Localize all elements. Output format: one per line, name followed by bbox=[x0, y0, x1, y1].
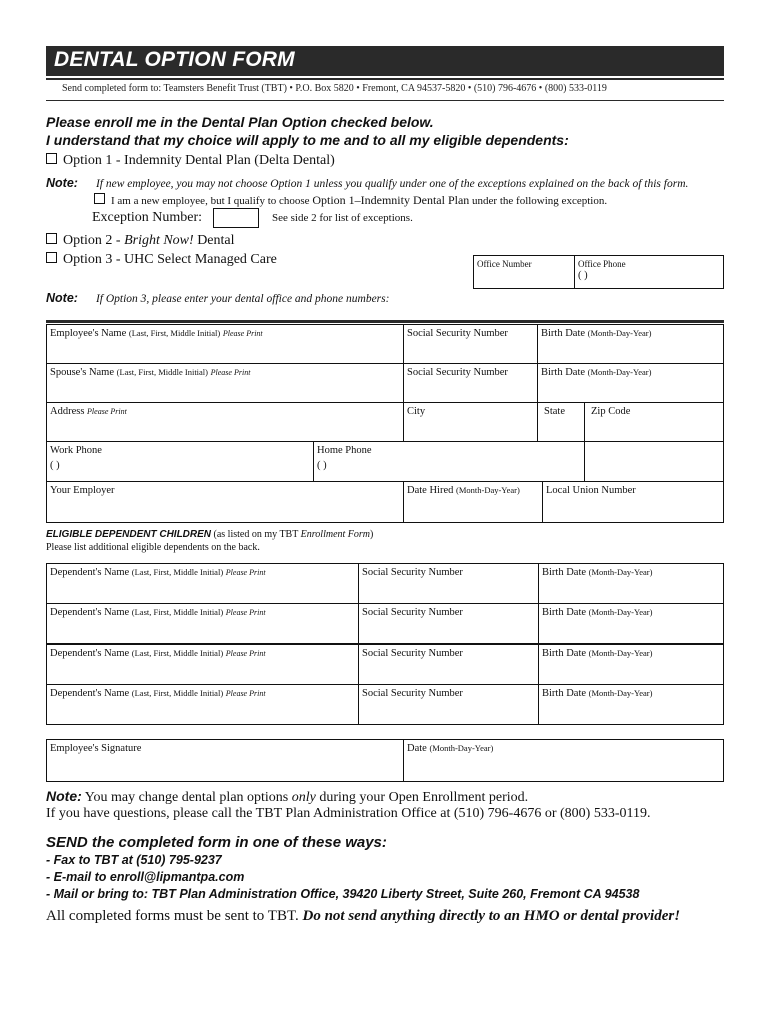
dependent-name-sub: (Last, First, Middle Initial) bbox=[131, 688, 224, 698]
dependents-header-italic: Enrollment Form bbox=[300, 529, 371, 540]
dependents-header-rest-b: ) bbox=[370, 529, 374, 540]
signature-field[interactable] bbox=[46, 739, 404, 782]
signature-date-field[interactable] bbox=[403, 739, 724, 782]
option-1-row[interactable] bbox=[46, 153, 335, 169]
birth-date-text: Birth Date bbox=[541, 367, 586, 378]
option-1-checkbox[interactable] bbox=[46, 153, 57, 164]
option-2-italic: Bright Now! bbox=[124, 233, 194, 248]
date-hired-field[interactable] bbox=[403, 481, 543, 523]
address-label bbox=[50, 406, 127, 417]
please-print: Please Print bbox=[225, 608, 266, 617]
option-2-checkbox[interactable] bbox=[46, 233, 57, 244]
city-field[interactable] bbox=[403, 402, 538, 442]
address-text: Address bbox=[50, 406, 85, 417]
office-number-field[interactable] bbox=[473, 255, 575, 289]
ssn-label: Social Security Number bbox=[407, 328, 508, 339]
dependent-ssn-field[interactable] bbox=[358, 603, 539, 644]
date-hired-text: Date Hired bbox=[407, 485, 454, 496]
option-3-label: Option 3 - UHC Select Managed Care bbox=[63, 252, 277, 267]
dependent-name-field[interactable] bbox=[46, 684, 359, 725]
employee-ssn-field[interactable] bbox=[403, 324, 538, 364]
office-phone-label: Office Phone bbox=[578, 259, 626, 269]
zip-field[interactable] bbox=[584, 402, 724, 442]
exception-row[interactable] bbox=[94, 193, 607, 208]
dependent-name-label bbox=[50, 607, 266, 618]
signature-date-text: Date bbox=[407, 743, 427, 754]
zip-label: Zip Code bbox=[591, 406, 631, 417]
local-union-label: Local Union Number bbox=[546, 485, 636, 496]
employee-name-text: Employee's Name bbox=[50, 328, 127, 339]
dependent-name-text: Dependent's Name bbox=[50, 648, 130, 659]
option-3-row[interactable] bbox=[46, 252, 277, 268]
dependent-name-field[interactable] bbox=[46, 603, 359, 644]
please-print: Please Print bbox=[225, 689, 266, 698]
dependent-name-label bbox=[50, 648, 266, 659]
birth-date-label bbox=[541, 328, 651, 339]
dependent-ssn-field[interactable] bbox=[358, 684, 539, 725]
send-email[interactable]: - E-mail to enroll@lipmantpa.com bbox=[46, 870, 245, 884]
note-questions: If you have questions, please call the TBT Plan Administration Office at (510) 796-4676 or (800) 533-0119. bbox=[46, 806, 651, 821]
option-3-checkbox[interactable] bbox=[46, 252, 57, 263]
signature-date-label bbox=[407, 743, 493, 754]
note-option-3 bbox=[46, 289, 389, 307]
work-phone-label: Work Phone bbox=[50, 445, 102, 456]
section-rule bbox=[46, 320, 724, 323]
exception-text-suffix: under the following exception. bbox=[469, 195, 608, 207]
dependents-header-rest-a: (as listed on my TBT bbox=[211, 529, 301, 540]
local-union-field[interactable] bbox=[542, 481, 724, 523]
exception-text-prefix: I am a new employee, but I qualify to choose bbox=[111, 195, 313, 207]
exception-number-label: Exception Number: bbox=[92, 210, 203, 225]
option-1-label: Option 1 - Indemnity Dental Plan (Delta Dental) bbox=[63, 153, 335, 168]
birth-date-text: Birth Date bbox=[542, 688, 587, 699]
employee-name-sub: (Last, First, Middle Initial) bbox=[128, 328, 221, 338]
note-open-enrollment bbox=[46, 788, 528, 806]
state-field[interactable] bbox=[537, 402, 585, 442]
work-phone-field[interactable] bbox=[46, 441, 314, 482]
date-format: (Month-Day-Year) bbox=[587, 367, 652, 377]
birth-date-text: Birth Date bbox=[542, 607, 587, 618]
dependent-birth-date-field[interactable] bbox=[538, 563, 724, 604]
signature-label: Employee's Signature bbox=[50, 743, 142, 754]
dependent-name-sub: (Last, First, Middle Initial) bbox=[131, 607, 224, 617]
home-phone-label: Home Phone bbox=[317, 445, 372, 456]
office-phone-paren: ( ) bbox=[578, 270, 588, 281]
dependent-birth-date-label bbox=[542, 648, 652, 659]
employee-name-label bbox=[50, 328, 263, 339]
date-format: (Month-Day-Year) bbox=[429, 743, 494, 753]
employer-field[interactable] bbox=[46, 481, 404, 523]
final-italic: Do not send anything directly to an HMO or dental provider! bbox=[302, 908, 681, 924]
address-field[interactable] bbox=[46, 402, 404, 442]
dependent-name-text: Dependent's Name bbox=[50, 567, 130, 578]
final-instruction bbox=[46, 908, 680, 925]
form-title: DENTAL OPTION FORM bbox=[54, 48, 295, 71]
dependent-name-field[interactable] bbox=[46, 563, 359, 604]
dependents-subheader: Please list additional eligible dependents on the back. bbox=[46, 542, 260, 553]
birth-date-text: Birth Date bbox=[541, 328, 586, 339]
dependent-ssn-label: Social Security Number bbox=[362, 688, 463, 699]
employer-label: Your Employer bbox=[50, 485, 115, 496]
office-number-label: Office Number bbox=[477, 259, 532, 269]
please-print: Please Print bbox=[225, 649, 266, 658]
employee-name-field[interactable] bbox=[46, 324, 404, 364]
dependent-name-field[interactable] bbox=[46, 644, 359, 685]
date-format: (Month-Day-Year) bbox=[588, 648, 653, 658]
please-print: Please Print bbox=[225, 568, 266, 577]
date-format: (Month-Day-Year) bbox=[588, 688, 653, 698]
dependent-birth-date-field[interactable] bbox=[538, 684, 724, 725]
final-text: All completed forms must be sent to TBT. bbox=[46, 908, 303, 924]
dependent-birth-date-field[interactable] bbox=[538, 644, 724, 685]
date-format: (Month-Day-Year) bbox=[588, 607, 653, 617]
dependent-birth-date-label bbox=[542, 607, 652, 618]
title-underline bbox=[46, 78, 724, 80]
note3-text-b: during your Open Enrollment period. bbox=[315, 790, 529, 805]
exception-checkbox[interactable] bbox=[94, 193, 105, 204]
send-fax: - Fax to TBT at (510) 795-9237 bbox=[46, 853, 222, 867]
date-hired-label bbox=[407, 485, 520, 496]
note-label: Note: bbox=[46, 176, 78, 190]
note-text: If new employee, you may not choose Option 1 unless you qualify under one of the exceptions explained on the back of this form. bbox=[95, 178, 689, 190]
please-print: Please Print bbox=[87, 407, 127, 416]
spouse-name-field[interactable] bbox=[46, 363, 404, 403]
birth-date-text: Birth Date bbox=[542, 648, 587, 659]
home-phone-paren: ( ) bbox=[317, 460, 327, 471]
spouse-ssn-field[interactable] bbox=[403, 363, 538, 403]
note3-text-a: You may change dental plan options bbox=[81, 790, 292, 805]
note-new-employee bbox=[46, 174, 688, 192]
dependent-name-text: Dependent's Name bbox=[50, 607, 130, 618]
dependent-ssn-label: Social Security Number bbox=[362, 648, 463, 659]
note-label: Note: bbox=[46, 788, 82, 804]
spouse-name-label bbox=[50, 367, 250, 378]
blank-cell bbox=[584, 441, 724, 482]
send-header: SEND the completed form in one of these ways: bbox=[46, 834, 387, 851]
dependent-name-label bbox=[50, 688, 266, 699]
date-format: (Month-Day-Year) bbox=[587, 328, 652, 338]
note-label: Note: bbox=[46, 291, 78, 305]
dependent-ssn-field[interactable] bbox=[358, 644, 539, 685]
dependent-name-label bbox=[50, 567, 266, 578]
city-label: City bbox=[407, 406, 426, 417]
send-underline bbox=[46, 100, 724, 101]
date-format: (Month-Day-Year) bbox=[455, 485, 520, 495]
dependent-name-text: Dependent's Name bbox=[50, 688, 130, 699]
exception-see-side: See side 2 for list of exceptions. bbox=[272, 212, 413, 224]
dependent-ssn-label: Social Security Number bbox=[362, 607, 463, 618]
birth-date-label bbox=[541, 367, 651, 378]
send-to-line: Send completed form to: Teamsters Benefit Trust (TBT) • P.O. Box 5820 • Fremont, CA 94537-5820 • (510) 796-4676 • (800) 533-0119 bbox=[62, 83, 607, 94]
note-text: If Option 3, please enter your dental office and phone numbers: bbox=[95, 293, 390, 305]
ssn-label: Social Security Number bbox=[407, 367, 508, 378]
dependents-header bbox=[46, 529, 373, 540]
state-label: State bbox=[544, 406, 565, 417]
option-2-suffix: Dental bbox=[193, 233, 235, 248]
heading-understand: I understand that my choice will apply to me and to all my eligible dependents: bbox=[46, 132, 569, 148]
send-mail: - Mail or bring to: TBT Plan Administration Office, 39420 Liberty Street, Suite 260, Fremont CA 94538 bbox=[46, 887, 640, 901]
birth-date-text: Birth Date bbox=[542, 567, 587, 578]
dependent-ssn-label: Social Security Number bbox=[362, 567, 463, 578]
employee-birth-date-field[interactable] bbox=[537, 324, 724, 364]
option-2-prefix: Option 2 - bbox=[63, 233, 125, 248]
work-phone-paren: ( ) bbox=[50, 460, 60, 471]
spouse-name-sub: (Last, First, Middle Initial) bbox=[116, 367, 209, 377]
option-2-row[interactable] bbox=[46, 233, 235, 249]
please-print: Please Print bbox=[222, 329, 263, 338]
dependent-birth-date-label bbox=[542, 688, 652, 699]
note3-italic: only bbox=[291, 790, 316, 805]
dependent-name-sub: (Last, First, Middle Initial) bbox=[131, 567, 224, 577]
dependent-ssn-field[interactable] bbox=[358, 563, 539, 604]
home-phone-field[interactable] bbox=[313, 441, 585, 482]
dependent-name-sub: (Last, First, Middle Initial) bbox=[131, 648, 224, 658]
title-bar bbox=[46, 46, 724, 76]
spouse-birth-date-field[interactable] bbox=[537, 363, 724, 403]
office-phone-field[interactable] bbox=[574, 255, 724, 289]
heading-enroll: Please enroll me in the Dental Plan Option checked below. bbox=[46, 114, 434, 130]
dependent-birth-date-field[interactable] bbox=[538, 603, 724, 644]
spouse-name-text: Spouse's Name bbox=[50, 367, 115, 378]
dependents-header-bold: ELIGIBLE DEPENDENT CHILDREN bbox=[46, 529, 212, 540]
exception-number-input[interactable] bbox=[213, 208, 259, 228]
date-format: (Month-Day-Year) bbox=[588, 567, 653, 577]
dependent-birth-date-label bbox=[542, 567, 652, 578]
exception-text-emph: Option 1–Indemnity Dental Plan bbox=[312, 193, 470, 207]
please-print: Please Print bbox=[210, 368, 251, 377]
